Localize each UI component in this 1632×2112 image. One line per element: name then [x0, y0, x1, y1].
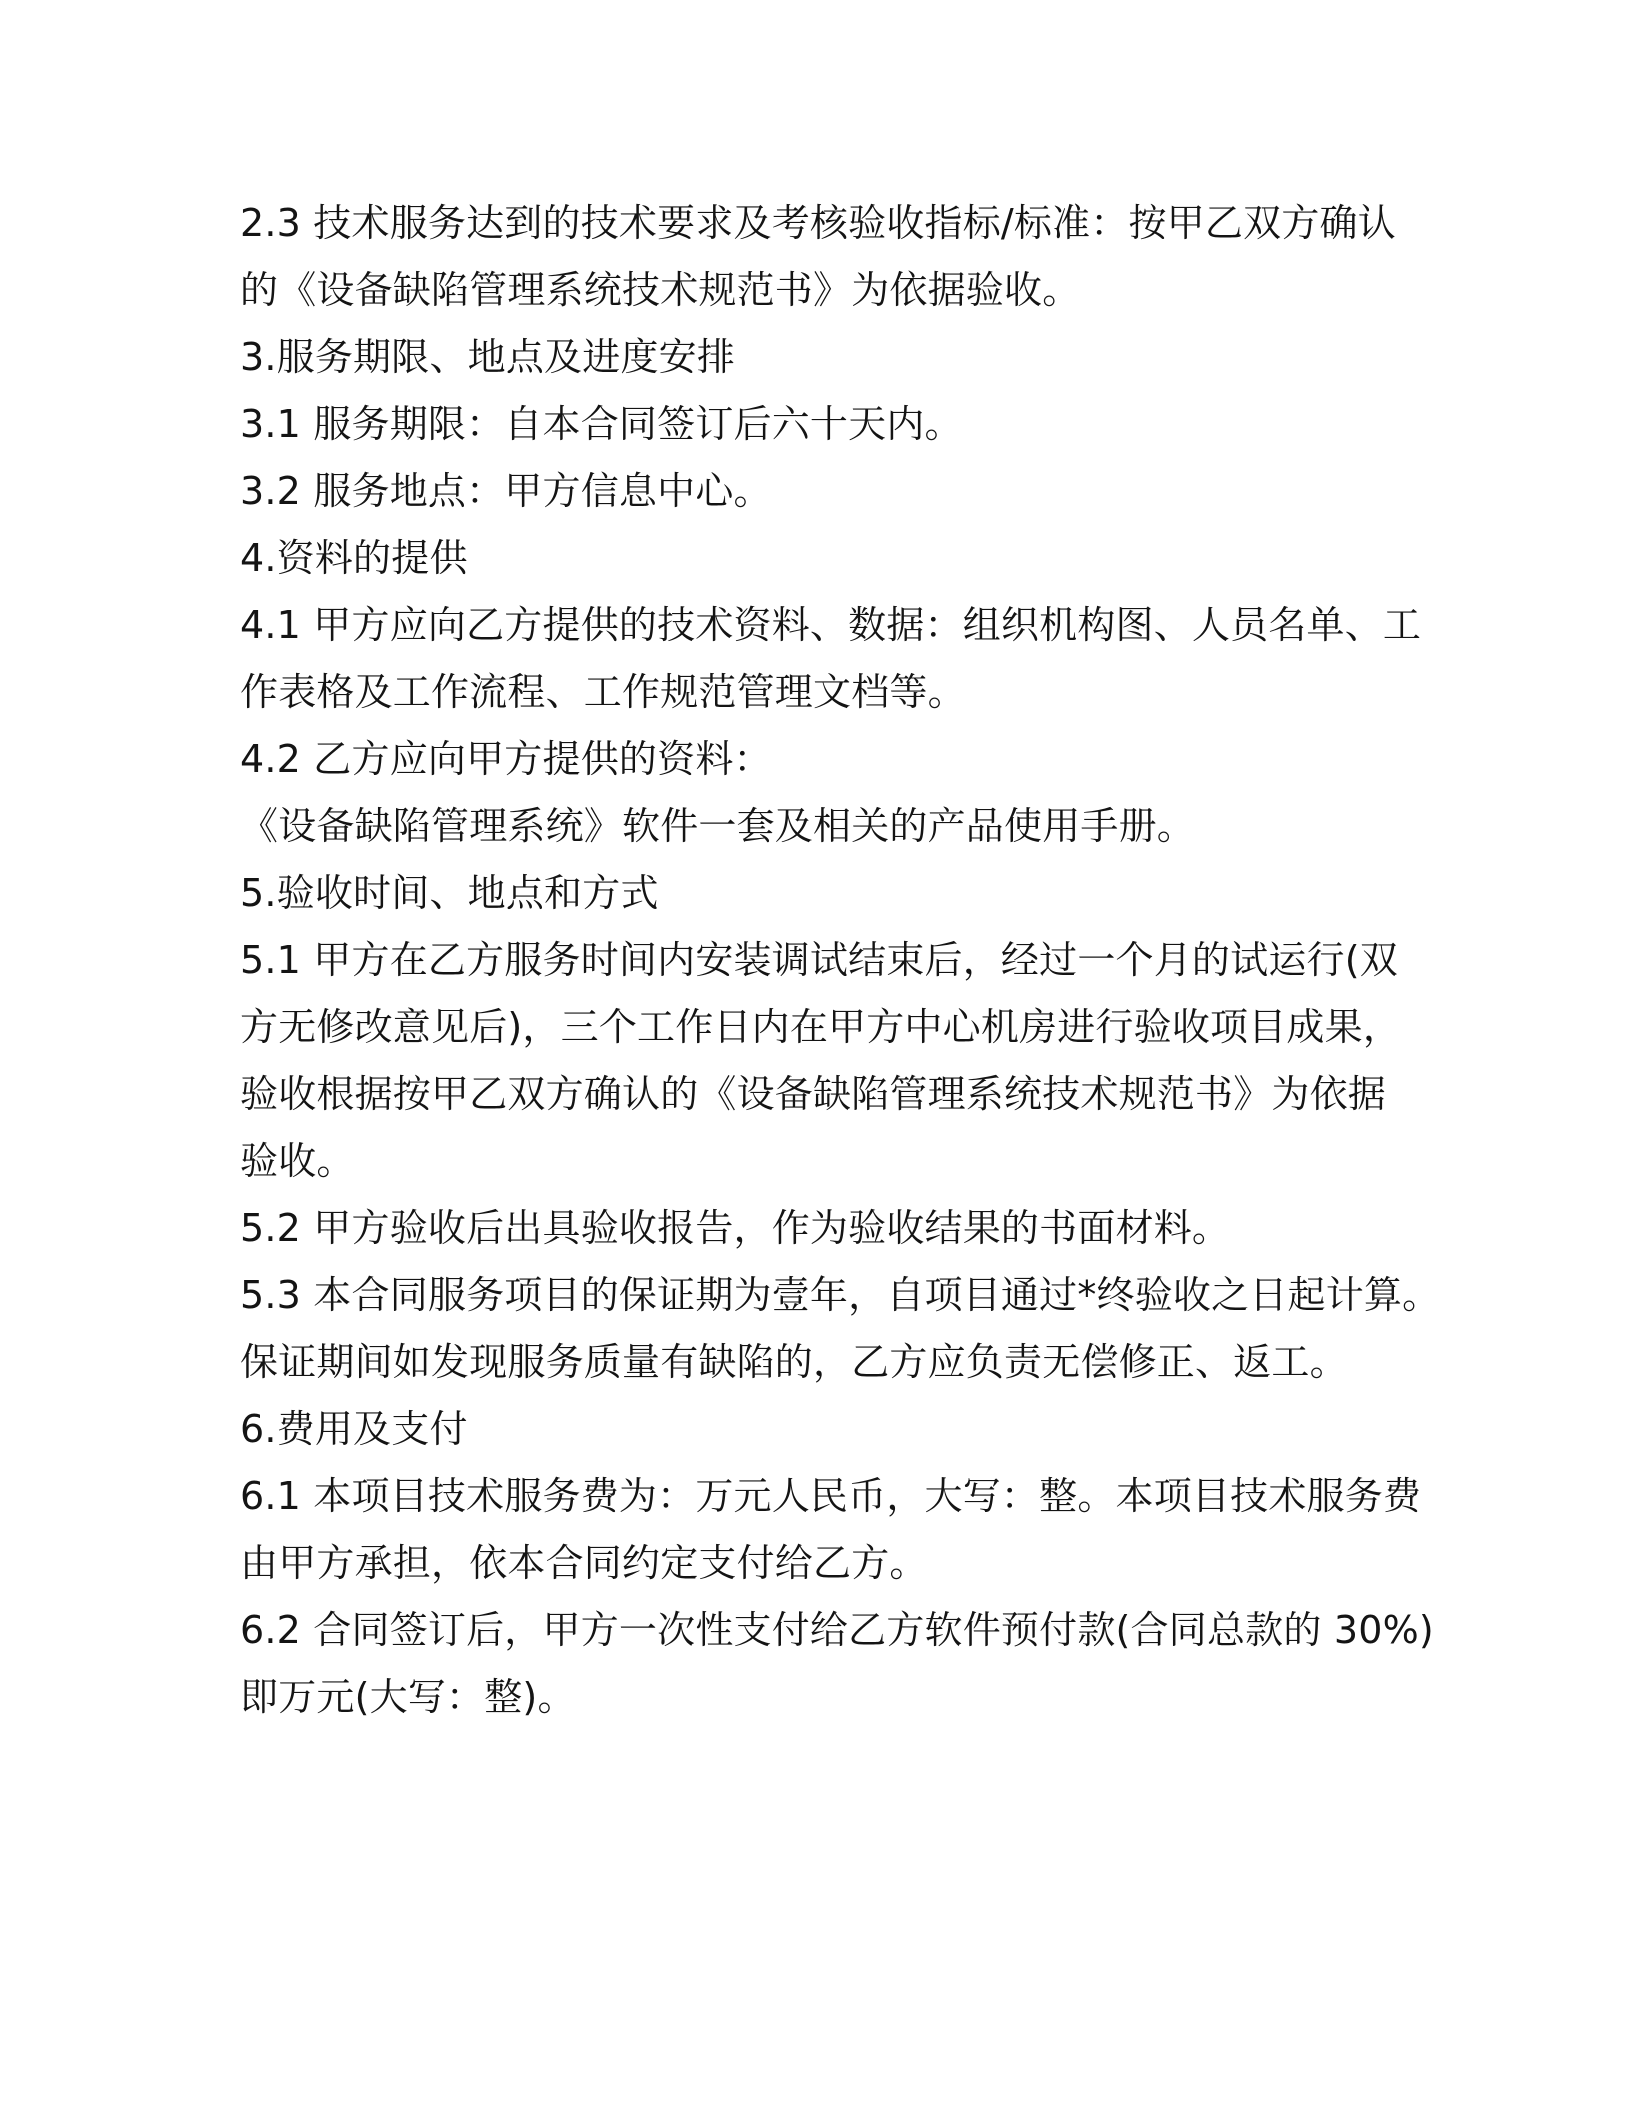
text-line-3-1: 3.1 服务期限：自本合同签订后六十天内。	[240, 402, 963, 446]
section-heading-4: 4.资料的提供	[240, 536, 468, 580]
text-line-4-2-b: 《设备缺陷管理系统》软件一套及相关的产品使用手册。	[240, 804, 1196, 848]
text-line-6-1-b: 由甲方承担，依本合同约定支付给乙方。	[240, 1541, 928, 1585]
section-heading-6: 6.费用及支付	[240, 1407, 468, 1451]
text-line-4-1-b: 作表格及工作流程、工作规范管理文档等。	[240, 670, 966, 714]
text-line-4-2-a: 4.2 乙方应向甲方提供的资料：	[240, 737, 772, 781]
text-line-5-2: 5.2 甲方验收后出具验收报告，作为验收结果的书面材料。	[240, 1206, 1231, 1250]
text-line-5-1-c: 验收根据按甲乙双方确认的《设备缺陷管理系统技术规范书》为依据	[240, 1072, 1387, 1116]
text-line-4-1-a: 4.1 甲方应向乙方提供的技术资料、数据：组织机构图、人员名单、工	[240, 603, 1422, 647]
document-body	[240, 190, 1441, 1731]
section-heading-3: 3.服务期限、地点及进度安排	[240, 335, 736, 379]
section-heading-5: 5.验收时间、地点和方式	[240, 871, 659, 915]
text-line-6-2-b: 即万元(大写：整)。	[240, 1675, 576, 1719]
text-line-6-1-a: 6.1 本项目技术服务费为：万元人民币，大写：整。本项目技术服务费	[240, 1474, 1422, 1518]
text-line-2-3-b: 的《设备缺陷管理系统技术规范书》为依据验收。	[240, 268, 1081, 312]
text-line-5-1-d: 验收。	[240, 1139, 355, 1183]
text-line-5-1-a: 5.1 甲方在乙方服务时间内安装调试结束后，经过一个月的试运行(双	[240, 938, 1398, 982]
text-line-2-3-a: 2.3 技术服务达到的技术要求及考核验收指标/标准：按甲乙双方确认	[240, 201, 1396, 245]
text-line-5-3-b: 保证期间如发现服务质量有缺陷的，乙方应负责无偿修正、返工。	[240, 1340, 1348, 1384]
text-line-5-3-a: 5.3 本合同服务项目的保证期为壹年，自项目通过*终验收之日起计算。	[240, 1273, 1441, 1317]
text-line-6-2-a: 6.2 合同签订后，甲方一次性支付给乙方软件预付款(合同总款的 30%)	[240, 1608, 1434, 1652]
text-line-5-1-b: 方无修改意见后)，三个工作日内在甲方中心机房进行验收项目成果，	[240, 1005, 1402, 1049]
text-line-3-2: 3.2 服务地点：甲方信息中心。	[240, 469, 772, 513]
